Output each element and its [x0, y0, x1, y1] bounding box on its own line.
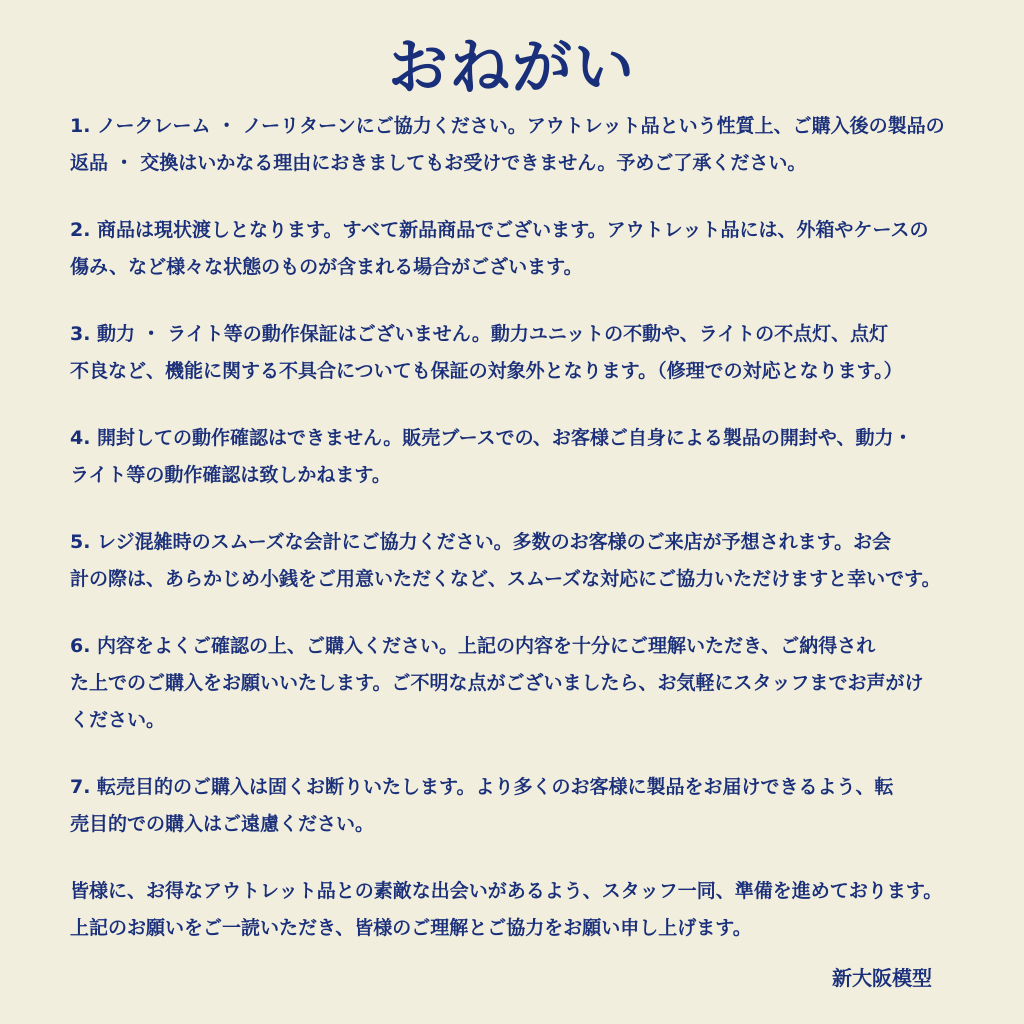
notice-body: [70, 108, 954, 977]
notice-line: 不良など、機能に関する不具合についても保証の対象外となります。（修理での対応となります。）: [70, 360, 903, 382]
notice-line: 計の際は、あらかじめ小銭をご用意いただくなど、スムーズな対応にご協力いただけますと幸いです。: [70, 568, 941, 590]
notice-line: ライト等の動作確認は致しかねます。: [70, 464, 391, 486]
notice-line: 上記のお願いをご一読いただき、皆様のご理解とご協力をお願い申し上げます。: [70, 917, 752, 939]
notice-line: 傷み、など様々な状態のものが含まれる場合がございます。: [70, 256, 583, 278]
notice-line: 1. ノークレーム ・ ノーリターンにご協力ください。アウトレット品という性質上、ご購入後の製品の: [70, 115, 945, 137]
notice-line: 6. 内容をよくご確認の上、ご購入ください。上記の内容を十分にご理解いただき、ご納得され: [70, 635, 876, 657]
notice-line: 皆様に、お得なアウトレット品との素敵な出会いがあるよう、スタッフ一同、準備を進めております。: [70, 880, 943, 902]
notice-line: 2. 商品は現状渡しとなります。すべて新品商品でございます。アウトレット品には、外箱やケースの: [70, 219, 929, 241]
notice-line: 7. 転売目的のご購入は固くお断りいたします。より多くのお客様に製品をお届けできるよう、転: [70, 776, 894, 798]
notice-item-4: [70, 420, 954, 494]
notice-line: 5. レジ混雑時のスムーズな会計にご協力ください。多数のお客様のご来店が予想されます。お会: [70, 531, 892, 553]
notice-line: た上でのご購入をお願いいたします。ご不明な点がございましたら、お気軽にスタッフまでお声がけ: [70, 672, 924, 694]
notice-line: 3. 動力 ・ ライト等の動作保証はございません。動力ユニットの不動や、ライトの不点灯、点灯: [70, 323, 889, 345]
notice-line: ください。: [70, 709, 166, 731]
notice-item-2: [70, 212, 954, 286]
notice-item-5: [70, 524, 954, 598]
notice-item-3: [70, 316, 954, 390]
notice-line: 返品 ・ 交換はいかなる理由におきましてもお受けできません。予めご了承ください。: [70, 152, 807, 174]
notice-item-6: [70, 628, 954, 739]
notice-line: 売目的での購入はご遠慮ください。: [70, 813, 375, 835]
notice-line: 4. 開封しての動作確認はできません。販売ブースでの、お客様ご自身による製品の開封や、動力・: [70, 427, 913, 449]
page-title: おねがい: [388, 33, 636, 103]
notice-item-1: [70, 108, 954, 182]
shop-signature: 新大阪模型: [832, 966, 932, 990]
notice-item-7: [70, 769, 954, 843]
closing-message: [70, 873, 954, 947]
